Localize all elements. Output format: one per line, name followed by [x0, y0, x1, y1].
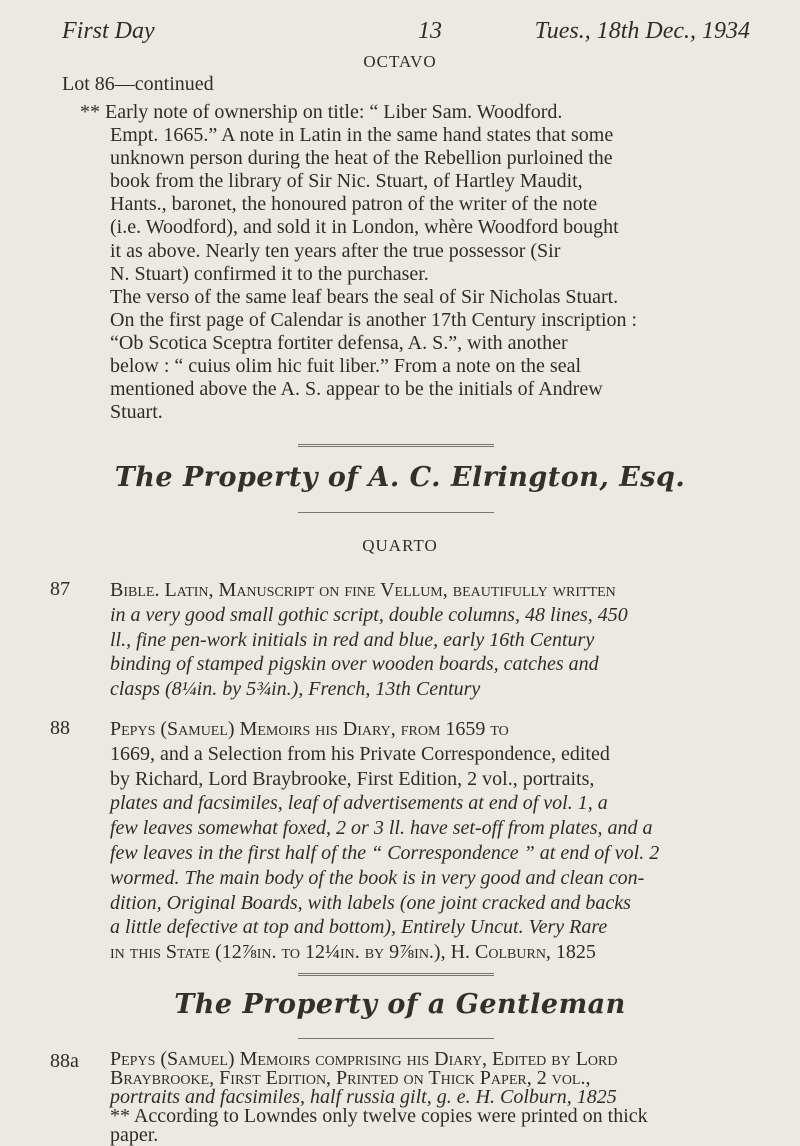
note-line: Empt. 1665.” A note in Latin in the same hand states that some — [110, 124, 614, 147]
lot-line: 1669, and a Selection from his Private Correspondence, edited — [110, 742, 610, 765]
lot-line: in this State (12⅞in. to 12¼in. by 9⅞in.), H. Colburn, 1825 — [110, 941, 596, 964]
note-line: Hants., baronet, the honoured patron of the writer of the note — [110, 193, 598, 216]
lot-line: dition, Original Boards, with labels (one joint cracked and backs — [110, 891, 631, 914]
lot-88a-description — [110, 1050, 760, 1145]
note-line: mentioned above the A. S. appear to be the initials of Andrew — [110, 378, 603, 401]
property-heading-gentleman: The Property of a Gentleman — [174, 989, 626, 1020]
note-line: book from the library of Sir Nic. Stuart, of Hartley Maudit, — [110, 170, 583, 193]
lot-line: wormed. The main body of the book is in very good and clean con- — [110, 866, 645, 889]
lot-88a-number: 88a — [50, 1050, 79, 1072]
divider-rule — [298, 1038, 494, 1039]
lot-line: plates and facsimiles, leaf of advertisements at end of vol. 1, a — [110, 792, 608, 815]
lot-86-continued-label: Lot 86—continued — [62, 73, 214, 95]
note-line: The verso of the same leaf bears the seal of Sir Nicholas Stuart. — [110, 285, 619, 308]
lot-line: ** According to Lowndes only twelve copies were printed on thick — [110, 1105, 648, 1127]
lot-line: binding of stamped pigskin over wooden boards, catches and — [110, 653, 599, 676]
lot-line: Bible. Latin, Manuscript on fine Vellum, beautifully written — [110, 579, 616, 601]
lot-line: a little defective at top and bottom), Entirely Uncut. Very Rare — [110, 916, 608, 939]
note-line: On the first page of Calendar is another 17th Century inscription : — [110, 308, 638, 331]
lot-88-number: 88 — [50, 717, 70, 739]
lot-line: in a very good small gothic script, double columns, 48 lines, 450 — [110, 603, 628, 626]
lot-line: portraits and facsimiles, half russia gilt, g. e. H. Colburn, 1825 — [110, 1086, 617, 1108]
lot-line: Pepys (Samuel) Memoirs comprising his Diary, Edited by Lord — [110, 1048, 618, 1070]
divider-rule — [298, 512, 494, 513]
note-line: N. Stuart) confirmed it to the purchaser. — [110, 262, 429, 285]
note-line: “Ob Scotica Sceptra fortiter defensa, A. S.”, with another — [110, 331, 568, 354]
lot-87-description — [110, 578, 760, 702]
note-line: (i.e. Woodford), and sold it in London, whère Woodford bought — [110, 216, 619, 239]
note-line: unknown person during the heat of the Rebellion purloined the — [110, 147, 613, 170]
page-number: 13 — [418, 18, 442, 44]
lot-line: Pepys (Samuel) Memoirs his Diary, from 1659 to — [110, 718, 509, 740]
property-heading-elrington: The Property of A. C. Elrington, Esq. — [114, 462, 686, 493]
divider-rule — [298, 973, 494, 976]
lot-line: ll., fine pen-work initials in red and blue, early 16th Century — [110, 628, 595, 651]
lot-87-number: 87 — [50, 578, 70, 600]
lot-line: by Richard, Lord Braybrooke, First Edition, 2 vol., portraits, — [110, 767, 595, 790]
header-date: Tues., 18th Dec., 1934 — [534, 18, 750, 44]
lot-line: few leaves in the first half of the “ Correspondence ” at end of vol. 2 — [110, 841, 660, 864]
lot-line: Braybrooke, First Edition, Printed on Thick Paper, 2 vol., — [110, 1067, 591, 1089]
lot-line: clasps (8¼in. by 5¾in.), French, 13th Century — [110, 678, 481, 701]
section-heading-quarto: QUARTO — [362, 536, 438, 555]
lot-line: paper. — [110, 1124, 159, 1146]
section-heading-octavo: OCTAVO — [363, 52, 437, 71]
note-line: ** Early note of ownership on title: “ Liber Sam. Woodford. — [80, 101, 563, 123]
note-line: it as above. Nearly ten years after the true possessor (Sir — [110, 239, 561, 262]
running-header — [62, 18, 750, 48]
divider-rule — [298, 444, 494, 447]
lot-line: few leaves somewhat foxed, 2 or 3 ll. have set-off from plates, and a — [110, 817, 653, 840]
note-line: Stuart. — [110, 401, 163, 424]
lot-88-description — [110, 717, 760, 965]
note-line: below : “ cuius olim hic fuit liber.” From a note on the seal — [110, 355, 582, 378]
lot-86-note — [80, 101, 780, 424]
header-day: First Day — [62, 18, 155, 44]
